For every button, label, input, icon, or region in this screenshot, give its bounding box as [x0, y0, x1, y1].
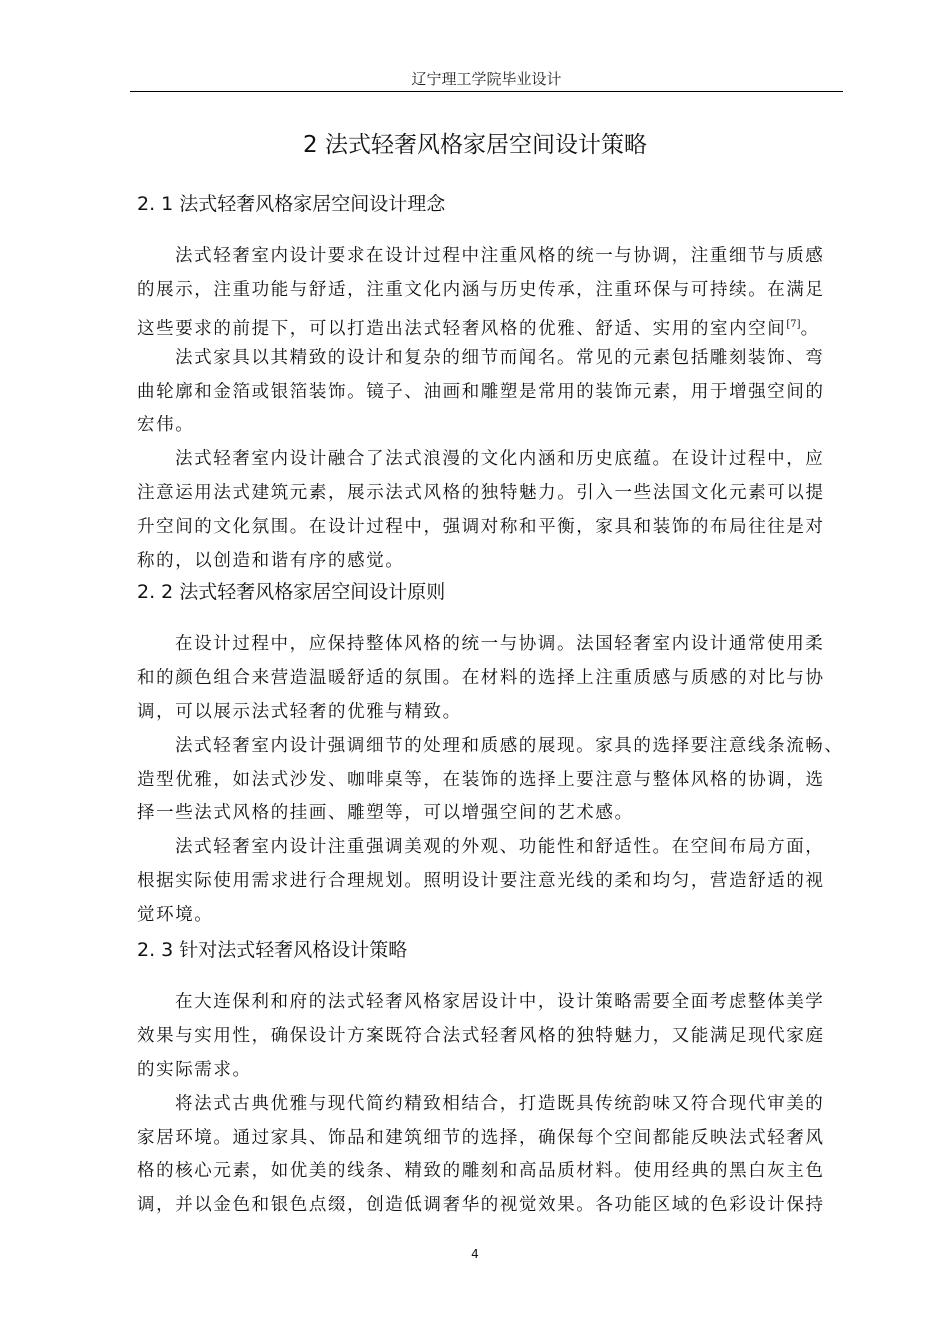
paragraph-line [137, 1122, 837, 1156]
paragraph-line [137, 545, 837, 579]
section-body-2-1 [137, 240, 837, 579]
paragraph-line [137, 899, 837, 933]
paragraph-line [137, 1020, 837, 1054]
section-body-2-3 [137, 986, 837, 1223]
line-text: 将法式古典优雅与现代简约精致相结合，打造既具传统韵味又符合现代审美的 [175, 1093, 825, 1114]
paragraph-line [137, 764, 837, 798]
line-text: 根据实际使用需求进行合理规划。照明设计要注意光线的柔和均匀，营造舒适的视 [137, 871, 825, 892]
line-text: 在设计过程中，应保持整体风格的统一与协调。法国轻奢室内设计通常使用柔 [175, 634, 825, 654]
paragraph-line [137, 730, 844, 764]
chapter-title: 2 法式轻奢风格家居空间设计策略 [303, 132, 647, 158]
line-text: 调，并以金色和银色点缀，创造低调奢华的视觉效果。各功能区域的色彩设计保持 [137, 1195, 825, 1216]
paragraph-line [137, 308, 837, 342]
paragraph-line [137, 1155, 837, 1189]
section-heading-2-3: 2. 3 针对法式轻奢风格设计策略 [137, 939, 408, 961]
paragraph-line [137, 1054, 837, 1088]
line-text: 造型优雅，如法式沙发、咖啡桌等，在装饰的选择上要注意与整体风格的协调，选 [137, 769, 825, 790]
line-text: 调，可以展示法式轻奢的优雅与精致。 [137, 701, 462, 722]
page-number: 4 [471, 1247, 479, 1261]
running-header: 辽宁理工学院毕业设计 [411, 70, 562, 88]
citation-tail: 。 [800, 318, 820, 339]
line-text: 择一些法式风格的挂画、雕塑等，可以增强空间的艺术感。 [137, 803, 634, 824]
line-text: 法式轻奢室内设计注重强调美观的外观、功能性和舒适性。在空间布局方面， [175, 837, 825, 858]
line-text: 法式轻奢室内设计要求在设计过程中注重风格的统一与协调，注重细节与质感 [175, 246, 825, 266]
line-text: 格的核心元素，如优美的线条、精致的雕刻和高品质材料。使用经典的黑白灰主色 [137, 1161, 825, 1182]
paragraph-line [137, 342, 837, 376]
paragraph-line [137, 986, 837, 1020]
paragraph-line [137, 409, 837, 443]
paragraph-line [137, 274, 837, 308]
header-rule [130, 91, 843, 92]
line-text: 觉环境。 [137, 905, 214, 926]
line-text: 的展示，注重功能与舒适，注重文化内涵与历史传承，注重环保与可持续。在满足 [137, 279, 825, 300]
paragraph-line [137, 696, 837, 730]
paragraph-line [137, 376, 837, 410]
section-body-2-2 [137, 628, 844, 933]
paragraph-line [137, 1088, 837, 1122]
paragraph-line [137, 865, 837, 899]
line-text: 称的，以创造和谐有序的感觉。 [137, 551, 405, 572]
paragraph-line [137, 797, 837, 831]
line-text: 曲轮廓和金箔或银箔装饰。镜子、油画和雕塑是常用的装饰元素，用于增强空间的 [137, 381, 825, 402]
section-heading-2-1: 2. 1 法式轻奢风格家居空间设计理念 [137, 193, 446, 215]
section-heading-2-2: 2. 2 法式轻奢风格家居空间设计原则 [137, 581, 446, 603]
line-text: 家居环境。通过家具、饰品和建筑细节的选择，确保每个空间都能反映法式轻奢风 [137, 1127, 825, 1148]
line-text: 效果与实用性，确保设计方案既符合法式轻奢风格的独特魅力，又能满足现代家庭 [137, 1025, 825, 1046]
paragraph-line [137, 477, 837, 511]
paragraph-line [137, 443, 837, 477]
line-text: 在大连保利和府的法式轻奢风格家居设计中，设计策略需要全面考虑整体美学 [175, 992, 825, 1012]
paragraph-line [137, 240, 837, 274]
paragraph-line [137, 662, 837, 696]
line-text: 法式轻奢室内设计融合了法式浪漫的文化内涵和历史底蕴。在设计过程中，应 [175, 449, 825, 470]
line-text: 法式家具以其精致的设计和复杂的细节而闻名。常见的元素包括雕刻装饰、弯 [175, 347, 825, 368]
line-text: 升空间的文化氛围。在设计过程中，强调对称和平衡，家具和装饰的布局往往是对 [137, 517, 825, 538]
line-text: 注意运用法式建筑元素，展示法式风格的独特魅力。引入一些法国文化元素可以提 [137, 483, 825, 504]
paragraph-line [137, 511, 837, 545]
line-text: 这些要求的前提下，可以打造出法式轻奢风格的优雅、舒适、实用的室内空间 [137, 318, 787, 339]
paragraph-line [137, 831, 837, 865]
line-text: 的实际需求。 [137, 1059, 252, 1080]
line-text: 和的颜色组合来营造温暖舒适的氛围。在材料的选择上注重质感与质感的对比与协 [137, 667, 825, 688]
paragraph-line [137, 1189, 837, 1223]
citation-ref: [7] [786, 318, 801, 330]
line-text: 法式轻奢室内设计强调细节的处理和质感的展现。家具的选择要注意线条流畅、 [175, 735, 844, 756]
paragraph-line [137, 628, 837, 662]
line-text: 宏伟。 [137, 415, 195, 436]
